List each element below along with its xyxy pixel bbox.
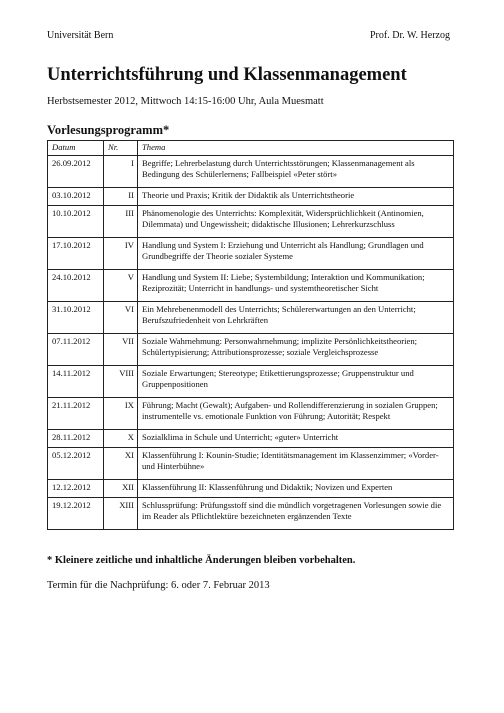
row-topic: Klassenführung II: Klassenführung und Didaktik; Novizen und Experten (138, 479, 454, 497)
row-topic: Sozialklima in Schule und Unterricht; «guter» Unterricht (138, 429, 454, 447)
table-row (48, 447, 454, 479)
table-row (48, 397, 454, 429)
header-lecturer: Prof. Dr. W. Herzog (370, 30, 450, 41)
row-number: X (104, 429, 138, 447)
table-row (48, 333, 454, 365)
row-date: 24.10.2012 (48, 269, 104, 301)
row-date: 03.10.2012 (48, 187, 104, 205)
row-number: V (104, 269, 138, 301)
retest-date-note: Termin für die Nachprüfung: 6. oder 7. Februar 2013 (47, 580, 270, 591)
row-topic: Führung; Macht (Gewalt); Aufgaben- und Rollendifferenzierung in sozialen Gruppen; instrumentelle vs. emotionale Funktion von Führung; Autorität; Respekt (138, 397, 454, 429)
row-number: III (104, 205, 138, 237)
lecture-program-table (47, 140, 454, 530)
row-topic: Begriffe; Lehrerbelastung durch Unterrichtsstörungen; Klassenmanagement als Bedingung des Schülerlernens; Fallbeispiel «Peter stört» (138, 155, 454, 187)
row-date: 05.12.2012 (48, 447, 104, 479)
table-row (48, 497, 454, 529)
row-topic: Handlung und System I: Erziehung und Unterricht als Handlung; Grundlagen und Grundbegriffe der Theorie sozialer Systeme (138, 237, 454, 269)
header-institution: Universität Bern (47, 30, 114, 41)
page-title: Unterrichtsführung und Klassenmanagement (47, 65, 407, 85)
table-row (48, 237, 454, 269)
row-number: IX (104, 397, 138, 429)
row-number: XI (104, 447, 138, 479)
column-header-nr: Nr. (104, 141, 138, 156)
row-topic: Schlussprüfung: Prüfungsstoff sind die mündlich vorgetragenen Vorlesungen sowie die im Reader als Pflichtlektüre bezeichneten ergänzenden Texte (138, 497, 454, 529)
row-number: I (104, 155, 138, 187)
row-date: 31.10.2012 (48, 301, 104, 333)
row-date: 28.11.2012 (48, 429, 104, 447)
column-header-date: Datum (48, 141, 104, 156)
page-subtitle: Herbstsemester 2012, Mittwoch 14:15-16:00 Uhr, Aula Muesmatt (47, 96, 324, 107)
table-row (48, 365, 454, 397)
row-number: VIII (104, 365, 138, 397)
table-row (48, 155, 454, 187)
footnote: * Kleinere zeitliche und inhaltliche Änderungen bleiben vorbehalten. (47, 555, 356, 566)
row-date: 07.11.2012 (48, 333, 104, 365)
row-topic: Handlung und System II: Liebe; Systembildung; Interaktion und Kommunikation; Reziprozität; Unterricht in handlungs- und systemtheoretischer Sicht (138, 269, 454, 301)
section-heading: Vorlesungsprogramm* (47, 123, 170, 137)
row-topic: Phänomenologie des Unterrichts: Komplexität, Widersprüchlichkeit (Antinomien, Dilemmata) und Ungewissheit; didaktische Illusionen; Lehrerkurzschluss (138, 205, 454, 237)
row-date: 14.11.2012 (48, 365, 104, 397)
row-topic: Theorie und Praxis; Kritik der Didaktik als Unterrichtstheorie (138, 187, 454, 205)
row-number: XII (104, 479, 138, 497)
table-row (48, 269, 454, 301)
row-number: XIII (104, 497, 138, 529)
row-date: 19.12.2012 (48, 497, 104, 529)
row-date: 10.10.2012 (48, 205, 104, 237)
row-number: VI (104, 301, 138, 333)
table-row (48, 187, 454, 205)
row-date: 21.11.2012 (48, 397, 104, 429)
row-number: II (104, 187, 138, 205)
table-header-row (48, 141, 454, 156)
table-row (48, 429, 454, 447)
row-topic: Soziale Erwartungen; Stereotype; Etikettierungsprozesse; Gruppenstruktur und Gruppenpositionen (138, 365, 454, 397)
table-row (48, 301, 454, 333)
row-date: 12.12.2012 (48, 479, 104, 497)
row-topic: Soziale Wahrnehmung: Personwahrnehmung; implizite Persönlichkeitstheorien; Schülertypisierung; Attributionsprozesse; soziale Vergleichsprozesse (138, 333, 454, 365)
column-header-topic: Thema (138, 141, 454, 156)
row-date: 17.10.2012 (48, 237, 104, 269)
row-topic: Klassenführung I: Kounin-Studie; Identitätsmanagement im Klassenzimmer; «Vorder- und Hinterbühne» (138, 447, 454, 479)
row-date: 26.09.2012 (48, 155, 104, 187)
row-number: IV (104, 237, 138, 269)
row-topic: Ein Mehrebenenmodell des Unterrichts; Schülererwartungen an den Unterricht; Berufszufriedenheit von Lehrkräften (138, 301, 454, 333)
row-number: VII (104, 333, 138, 365)
table-row (48, 479, 454, 497)
table-row (48, 205, 454, 237)
